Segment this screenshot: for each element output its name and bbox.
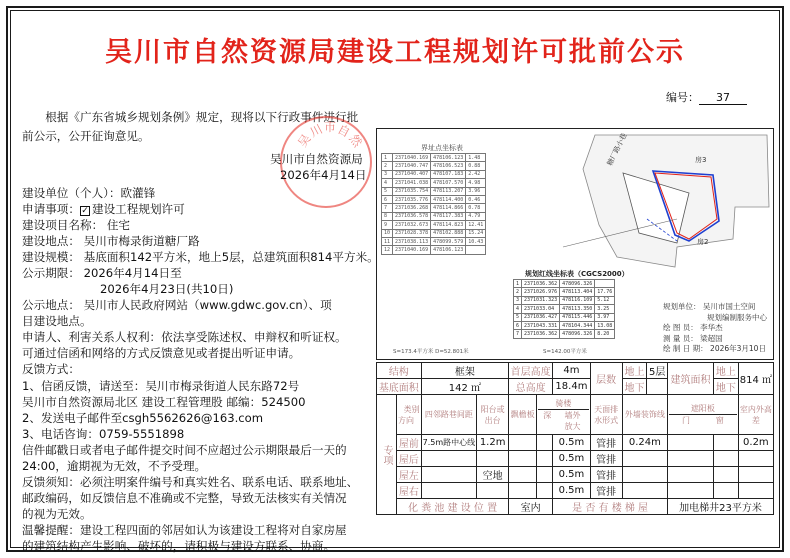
row-back-lane xyxy=(421,451,477,467)
red-cell: 3.25 xyxy=(595,305,615,313)
boundary-cell: 2371028.378 xyxy=(393,229,431,237)
legend-unit-label: 规划单位： xyxy=(663,302,701,311)
red-cell: 8.20 xyxy=(595,330,615,338)
row-right-trim xyxy=(622,483,667,499)
boundary-total: S=173.4平方米 D=52.801米 xyxy=(393,349,469,355)
row-front-extend: 0.5m xyxy=(553,435,590,451)
legend-unit-2: 规划编制服务中心 xyxy=(707,312,767,322)
rights-line-1: 申请人、利害关系人权利：依法享受陈述权、申辩权和听证权。 xyxy=(22,330,347,344)
above-value: 5层 xyxy=(647,363,668,379)
boundary-cell: 5 xyxy=(382,187,393,195)
red-cell: 478096.326 xyxy=(560,280,595,288)
red-cell: 2371036.362 xyxy=(522,280,560,288)
floors-label: 层数 xyxy=(590,363,622,395)
place-text-2: 目建设地点。 xyxy=(22,314,92,328)
red-cell: 5 xyxy=(514,313,522,321)
structure-label: 结构 xyxy=(377,363,422,379)
row-right-window xyxy=(714,483,739,499)
red-cell: 478113.350 xyxy=(560,305,595,313)
warning-line-2: 的建筑结构产生影响、破坏的，请积极与建设方联系、协商。 xyxy=(22,539,336,553)
legend-draw: 李华杰 xyxy=(700,323,723,333)
boundary-row xyxy=(382,204,486,212)
boundary-cell: 2.42 xyxy=(466,170,486,178)
seal-char-1: 吴 xyxy=(295,131,314,150)
row-right-direction: 屋右 xyxy=(397,483,422,499)
kind-label: 类别 xyxy=(403,404,420,414)
boundary-cell: 2371036.578 xyxy=(393,212,431,220)
project-scale: 建设规模： 基底面积142平方米，地上5层，总建筑面积814平方米。 xyxy=(22,250,379,264)
red-line-coordinate-table xyxy=(513,279,615,339)
warning-line-1: 温馨提醒：建设工程四面的邻居如认为该建设工程将对自家房屋 xyxy=(22,523,347,537)
row-front-depth xyxy=(537,435,553,451)
boundary-row xyxy=(382,195,486,203)
boundary-row xyxy=(382,237,486,245)
red-cell: 478115.446 xyxy=(560,313,595,321)
boundary-cell: 2371041.038 xyxy=(393,179,431,187)
boundary-cell: 478107.570 xyxy=(431,179,466,187)
boundary-cell: 3.96 xyxy=(466,187,486,195)
serial-number xyxy=(666,89,747,105)
boundary-cell: 2371040.747 xyxy=(393,162,431,170)
area-above-label: 地上 xyxy=(714,363,739,379)
header-depth: 深 xyxy=(543,410,552,420)
red-row xyxy=(514,321,615,329)
red-cell: 478096.326 xyxy=(560,330,595,338)
row-left-depth xyxy=(537,467,553,483)
place-label: 公示地点： xyxy=(22,298,80,312)
boundary-cell: 1 xyxy=(382,154,393,162)
boundary-cell: 0.46 xyxy=(466,195,486,203)
application-label: 申请事项： xyxy=(22,202,80,216)
checkbox-checked-icon: ✓ xyxy=(81,206,89,216)
base-area-label: 基底面积 xyxy=(377,379,422,395)
boundary-cell: 7 xyxy=(382,204,393,212)
period-label: 公示期限： xyxy=(22,266,80,280)
row-right-eave xyxy=(509,483,537,499)
boundary-cell: 478114.866 xyxy=(431,204,466,212)
row-left-trim xyxy=(622,467,667,483)
row-left-balcony: 空地 xyxy=(477,467,509,483)
row-right-height-diff xyxy=(738,483,773,499)
boundary-cell: 478099.579 xyxy=(431,237,466,245)
boundary-row xyxy=(382,212,486,220)
red-cell: 2371036.427 xyxy=(522,313,560,321)
period-end: 2026年4月23日(共10日) xyxy=(100,282,234,296)
area-label: 建筑面积 xyxy=(668,363,714,395)
application-row xyxy=(22,202,185,218)
row-back-eave xyxy=(509,451,537,467)
boundary-coordinate-table xyxy=(381,153,486,255)
septic-label: 化 粪 池 建 设 位 置 xyxy=(397,499,509,515)
legend-draw-label: 绘 图 员： xyxy=(663,323,698,333)
boundary-cell: 10.43 xyxy=(466,237,486,245)
row-front-balcony: 1.2m xyxy=(477,435,509,451)
boundary-row xyxy=(382,170,486,178)
row-front-window xyxy=(714,435,739,451)
issue-date: 2026年4月14日 xyxy=(280,168,367,182)
boundary-cell: 15.24 xyxy=(466,229,486,237)
red-line-total: S=142.00平方米 xyxy=(543,349,587,355)
table-row xyxy=(377,483,774,499)
boundary-cell: 11 xyxy=(382,237,393,245)
seal-char-4: 自 xyxy=(335,121,353,140)
boundary-row xyxy=(382,162,486,170)
seal-char-5: 然 xyxy=(346,131,365,150)
red-row xyxy=(514,296,615,304)
boundary-cell: 478114.823 xyxy=(431,221,466,229)
row-back-window xyxy=(714,451,739,467)
page-title: 吴川市自然资源局建设工程规划许可批前公示 xyxy=(105,37,685,68)
notes-line-3: 的视为无效。 xyxy=(22,507,92,521)
red-cell: 6 xyxy=(514,321,522,329)
row-right-lane xyxy=(421,483,477,499)
lane-label: 糖厂路小巷 xyxy=(605,131,629,167)
header-eave: 飘檐板 xyxy=(509,395,537,435)
serial-label: 编号： xyxy=(666,91,699,104)
boundary-cell: 478106.523 xyxy=(431,162,466,170)
red-row xyxy=(514,313,615,321)
boundary-cell: 12.41 xyxy=(466,221,486,229)
issuing-agency: 吴川市自然资源局 xyxy=(270,152,363,166)
red-cell: 2371026.976 xyxy=(522,288,560,296)
boundary-cell: 4.79 xyxy=(466,212,486,220)
red-cell: 478116.109 xyxy=(560,296,595,304)
row-front-eave xyxy=(509,435,537,451)
boundary-cell: 478107.183 xyxy=(431,170,466,178)
row-left-height-diff xyxy=(738,467,773,483)
row-back-depth xyxy=(537,451,553,467)
notes-line-1: 反馈须知：必须注明案件编号和真实姓名、联系电话、联系地址、 xyxy=(22,475,359,489)
boundary-cell: 4 xyxy=(382,179,393,187)
row-right-drain: 管排 xyxy=(590,483,622,499)
feedback-mail: 1、信函反馈，请送至：吴川市梅录街道人民东路72号 xyxy=(22,379,300,393)
first-floor-height-value: 4m xyxy=(553,363,590,379)
red-cell: 2371031.323 xyxy=(522,296,560,304)
stair-label: 是 否 有 楼 梯 屋 xyxy=(553,499,668,515)
red-cell: 4 xyxy=(514,305,522,313)
boundary-cell: 10 xyxy=(382,229,393,237)
boundary-row xyxy=(382,221,486,229)
feedback-label: 反馈方式： xyxy=(22,362,80,376)
row-left-drain: 管排 xyxy=(590,467,622,483)
serial-value: 37 xyxy=(699,91,747,105)
boundary-cell: 478113.207 xyxy=(431,187,466,195)
row-right-door xyxy=(668,483,714,499)
row-front-trim: 0.24m xyxy=(622,435,667,451)
boundary-cell: 12 xyxy=(382,246,393,254)
row-back-height-diff xyxy=(738,451,773,467)
red-cell: 2371043.331 xyxy=(522,321,560,329)
below-label: 地下 xyxy=(622,379,647,395)
intro-line-1: 根据《广东省城乡规划条例》规定，现将以下行政事件进行批 xyxy=(45,110,359,124)
red-cell: 2 xyxy=(514,288,522,296)
red-cell: 2371033.04 xyxy=(522,305,560,313)
base-area-value: 142 ㎡ xyxy=(421,379,509,395)
above-label: 地上 xyxy=(622,363,647,379)
header-wall-extend: 墙外放大 xyxy=(564,410,581,431)
building-details-table xyxy=(376,362,774,515)
rights-line-2: 可通过信函和网络的方式反馈意见或者提出听证申请。 xyxy=(22,346,301,360)
boundary-cell: 478114.400 xyxy=(431,195,466,203)
legend-date-label: 绘 制 日 期： xyxy=(663,344,708,354)
plan-legend xyxy=(663,302,767,355)
header-balcony: 阳台或出台 xyxy=(477,395,509,435)
row-back-balcony xyxy=(477,451,509,467)
header-wall-trim: 外墙装饰线 xyxy=(622,395,667,435)
seal-char-3: 市 xyxy=(324,120,337,134)
row-front-door xyxy=(668,435,714,451)
red-line-table-title: 规划红线坐标表（CGCS2000） xyxy=(525,270,629,278)
header-height-diff: 室内外高差 xyxy=(738,395,773,435)
table-row xyxy=(377,435,774,451)
boundary-cell: 478117.383 xyxy=(431,212,466,220)
boundary-table-title: 界址点坐标表 xyxy=(421,144,463,152)
row-right-extend: 0.5m xyxy=(553,483,590,499)
applicant: 建设单位（个人）：欧灌锋 xyxy=(22,186,156,200)
red-row xyxy=(514,305,615,313)
boundary-cell: 2371035.776 xyxy=(393,195,431,203)
septic-value: 室内 xyxy=(509,499,553,515)
boundary-cell: 2371040.169 xyxy=(393,154,431,162)
application-item: 建设工程规划许可 xyxy=(91,202,185,216)
first-floor-height-label: 首层高度 xyxy=(509,363,553,379)
boundary-cell: 2371035.754 xyxy=(393,187,431,195)
boundary-cell: 2371036.268 xyxy=(393,204,431,212)
red-cell: 478104.344 xyxy=(560,321,595,329)
red-cell: 1 xyxy=(514,280,522,288)
header-sunshade xyxy=(668,395,739,435)
place-text: 吴川市人民政府网站（www.gdwc.gov.cn）、项 xyxy=(83,298,332,312)
intro-line-2: 前公示，公开征询意见。 xyxy=(22,129,150,143)
red-cell: 2371036.362 xyxy=(522,330,560,338)
direction-kind-header xyxy=(397,395,422,435)
row-front-drain: 管排 xyxy=(590,435,622,451)
notes-line-2: 邮政编码，如反馈信息不准确或不完整，导致无法核实有关情况 xyxy=(22,491,347,505)
row-right-balcony xyxy=(477,483,509,499)
sunshade-label: 遮阳板 xyxy=(690,404,715,413)
row-front-height-diff: 0.2m xyxy=(738,435,773,451)
boundary-cell: 2371040.169 xyxy=(393,246,431,254)
boundary-cell: 4.98 xyxy=(466,179,486,187)
row-left-door xyxy=(668,467,714,483)
boundary-cell: 2371040.407 xyxy=(393,170,431,178)
boundary-cell: 478102.888 xyxy=(431,229,466,237)
stair-value: 加电梯井23平方米 xyxy=(668,499,774,515)
red-row xyxy=(514,288,615,296)
boundary-cell: 6 xyxy=(382,195,393,203)
boundary-cell: 478106.123 xyxy=(431,246,466,254)
legend-date: 2026年3月10日 xyxy=(710,344,766,354)
boundary-cell xyxy=(466,246,486,254)
special-label: 专项 xyxy=(377,395,397,515)
project-name: 建设项目名称： 住宅 xyxy=(22,218,131,232)
header-window: 窗 xyxy=(715,416,724,425)
red-cell: 13.08 xyxy=(595,321,615,329)
row-front-direction: 屋前 xyxy=(397,435,422,451)
below-value xyxy=(647,379,668,395)
period-row xyxy=(22,266,182,282)
boundary-row xyxy=(382,187,486,195)
area-below-label: 地下 xyxy=(714,379,739,395)
legend-check: 梁超国 xyxy=(700,333,723,343)
row-left-extend: 0.5m xyxy=(553,467,590,483)
boundary-row xyxy=(382,229,486,237)
row-left-direction: 屋左 xyxy=(397,467,422,483)
boundary-cell: 2 xyxy=(382,162,393,170)
row-back-direction: 屋后 xyxy=(397,451,422,467)
row-back-door xyxy=(668,451,714,467)
row-back-trim xyxy=(622,451,667,467)
red-cell: 5.12 xyxy=(595,296,615,304)
row-front-lane: 7.5m路中心线 xyxy=(421,435,477,451)
house-3-label: 房3 xyxy=(695,156,707,164)
table-row xyxy=(377,467,774,483)
boundary-row xyxy=(382,179,486,187)
row-back-drain: 管排 xyxy=(590,451,622,467)
deadline-line-2: 24:00，逾期视为无效，不予受理。 xyxy=(22,459,207,473)
direction-label: 方向 xyxy=(398,415,414,425)
legend-check-label: 测 量 员： xyxy=(663,333,698,343)
boundary-cell: 1.48 xyxy=(466,154,486,162)
feedback-mail-2: 吴川市自然资源局北区 建设工程管理股 邮编：524500 xyxy=(22,395,306,409)
row-left-window xyxy=(714,467,739,483)
period-start: 2026年4月14日至 xyxy=(83,266,182,280)
arcade-label: 骑楼 xyxy=(555,398,572,408)
structure-value: 框架 xyxy=(421,363,509,379)
boundary-cell: 0.88 xyxy=(466,162,486,170)
house-2-label: 房2 xyxy=(697,238,709,246)
red-cell: 3.97 xyxy=(595,313,615,321)
area-below-value: 814 ㎡ xyxy=(738,363,773,395)
place-row xyxy=(22,298,332,314)
row-left-eave xyxy=(509,467,537,483)
row-left-lane xyxy=(421,467,477,483)
red-cell xyxy=(595,280,615,288)
red-cell: 3 xyxy=(514,296,522,304)
total-height-label: 总高度 xyxy=(509,379,553,395)
red-cell: 17.76 xyxy=(595,288,615,296)
header-door: 门 xyxy=(681,416,690,425)
header-roof-drain: 天面排水形式 xyxy=(590,395,622,435)
boundary-row xyxy=(382,154,486,162)
red-cell: 478113.404 xyxy=(560,288,595,296)
feedback-phone: 3、电话咨询：0759-5551898 xyxy=(22,427,185,441)
boundary-cell: 0.78 xyxy=(466,204,486,212)
project-location: 建设地点： 吴川市梅录街道糖厂路 xyxy=(22,234,200,248)
total-height-value: 18.4m xyxy=(553,379,590,395)
boundary-cell: 2371038.113 xyxy=(393,237,431,245)
seal-char-2: 川 xyxy=(307,121,325,140)
red-row xyxy=(514,330,615,338)
feedback-email: 2、发送电子邮件至csgh5562626@163.com xyxy=(22,411,264,425)
header-lane-distance: 四邻路巷间距 xyxy=(421,395,477,435)
header-arcade xyxy=(537,395,591,435)
legend-unit: 吴川市国土空间 xyxy=(702,302,756,311)
boundary-cell: 8 xyxy=(382,212,393,220)
boundary-cell: 9 xyxy=(382,221,393,229)
boundary-row xyxy=(382,246,486,254)
row-back-extend: 0.5m xyxy=(553,451,590,467)
boundary-cell: 2371032.673 xyxy=(393,221,431,229)
row-right-depth xyxy=(537,483,553,499)
table-row xyxy=(377,451,774,467)
boundary-cell: 3 xyxy=(382,170,393,178)
deadline-line-1: 信件邮戳日或者电子邮件提交时间不应超过公示期限最后一天的 xyxy=(22,443,347,457)
red-cell: 7 xyxy=(514,330,522,338)
boundary-cell: 478106.123 xyxy=(431,154,466,162)
red-row xyxy=(514,280,615,288)
